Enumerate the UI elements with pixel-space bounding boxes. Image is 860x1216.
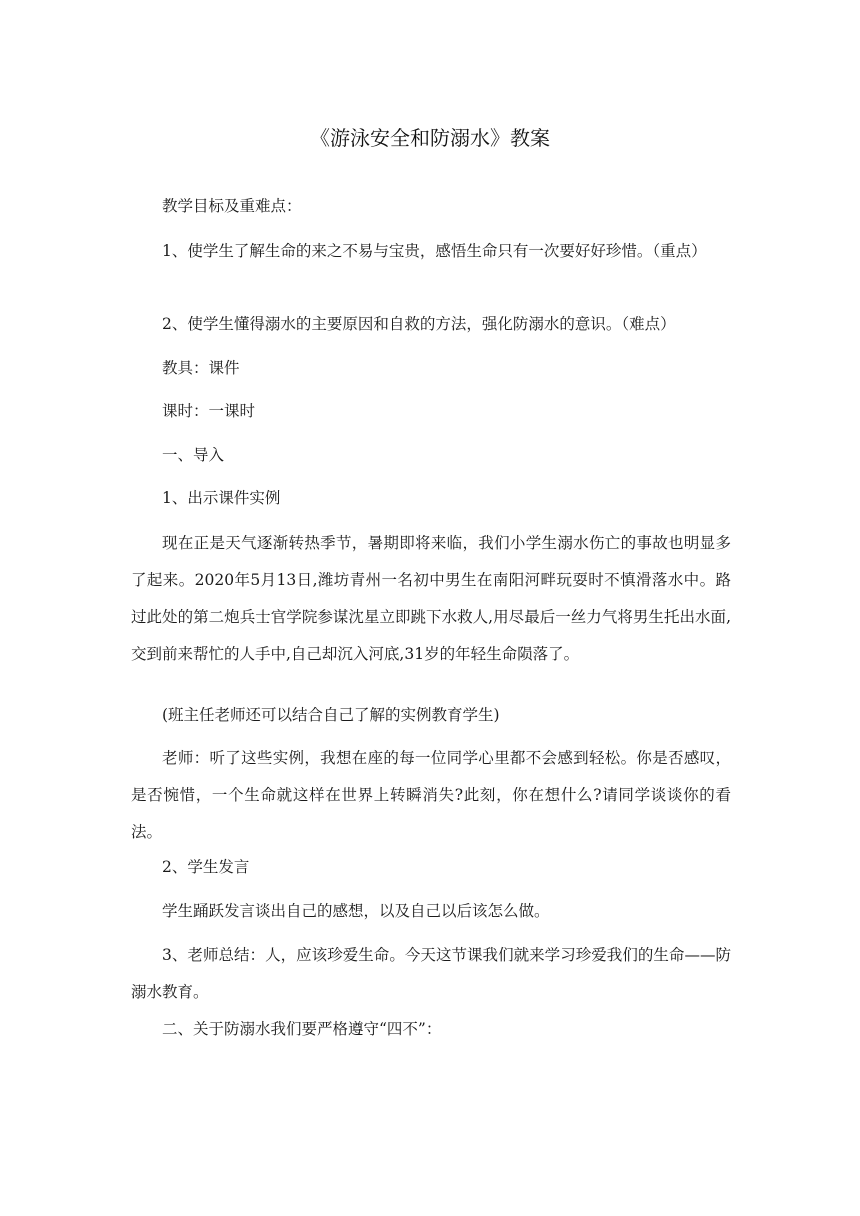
paragraph-teacher-summary: 3、老师总结：人，应该珍爱生命。今天这节课我们就来学习珍爱我们的生命——防溺水教育。 (131, 946, 731, 1001)
paragraph-teacher-note: (班主任老师还可以结合自己了解的实例教育学生) (162, 706, 500, 724)
paragraph-objective-2: 2、使学生懂得溺水的主要原因和自救的方法，强化防溺水的意识。（难点） (162, 315, 676, 333)
paragraph-show-example: 1、出示课件实例 (162, 489, 281, 507)
paragraph-example-story: 现在正是天气逐渐转热季节，暑期即将来临，我们小学生溺水伤亡的事故也明显多了起来。2020年5月13日,潍坊青州一名初中男生在南阳河畔玩耍时不慎滑落水中。路过此处的第二炮兵士官学院参谋沈星立即跳下水救人,用尽最后一丝力气将男生托出水面,交到前来帮忙的人手中,自己却沉入河底,31岁的年轻生命陨落了。 (131, 534, 731, 663)
paragraph-objectives-heading: 教学目标及重难点： (162, 197, 302, 215)
paragraph-objective-1: 1、使学生了解生命的来之不易与宝贵，感悟生命只有一次要好好珍惜。（重点） (162, 242, 707, 260)
document-title: 《游泳安全和防溺水》教案 (310, 126, 550, 150)
paragraph-class-hours: 课时：一课时 (162, 402, 256, 420)
paragraph-section-four-rules: 二、关于防溺水我们要严格遵守“四不”： (162, 1020, 442, 1038)
paragraph-section-intro: 一、导入 (162, 446, 225, 464)
paragraph-teacher-question: 老师：听了这些实例，我想在座的每一位同学心里都不会感到轻松。你是否感叹，是否惋惜，一个生命就这样在世界上转瞬消失?此刻，你在想什么?请同学谈谈你的看法。 (131, 749, 731, 841)
paragraph-student-speech-heading: 2、学生发言 (162, 858, 250, 876)
paragraph-teaching-aids: 教具：课件 (162, 359, 240, 377)
paragraph-student-speech: 学生踊跃发言谈出自己的感想，以及自己以后该怎么做。 (162, 902, 550, 920)
